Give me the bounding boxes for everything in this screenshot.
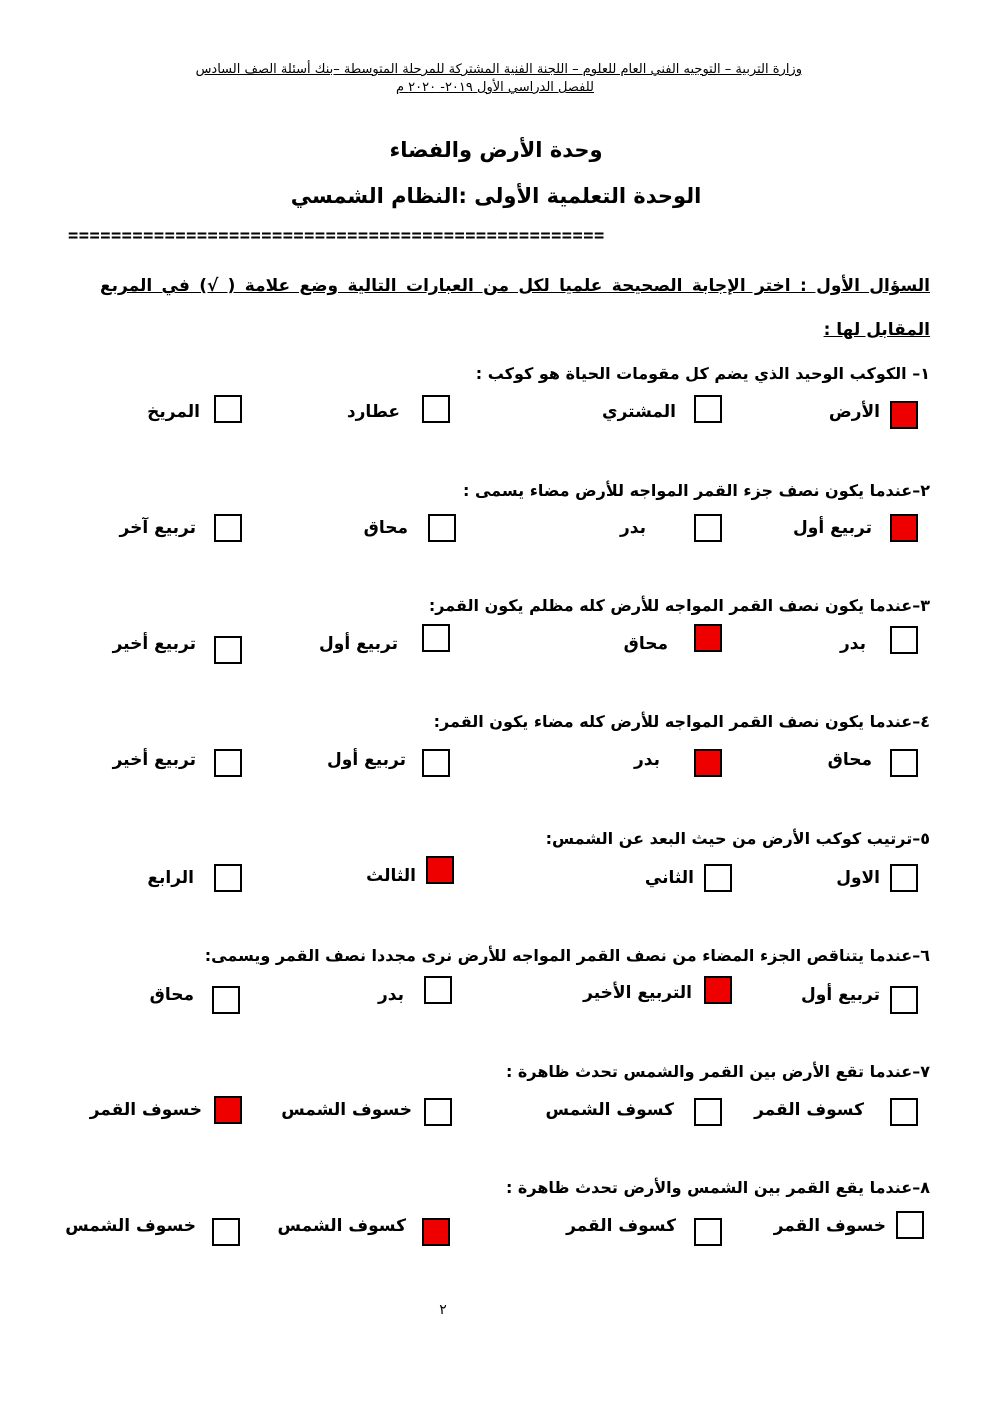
answer-checkbox[interactable] [694,1098,722,1126]
option-label: بدر [620,518,646,538]
answer-checkbox[interactable] [214,749,242,777]
answer-checkbox[interactable] [214,1096,242,1124]
answer-checkbox[interactable] [694,395,722,423]
option-label: محاق [623,634,668,654]
instruction-line-1: السؤال الأول : اختر الإجابة الصحيحة علميا لكل من العبارات التالية وضع علامة ( √) في المربع [100,276,930,296]
option-label: المشتري [601,402,676,422]
option-label: الأرض [828,402,880,422]
answer-checkbox[interactable] [890,401,918,429]
answer-checkbox[interactable] [212,986,240,1014]
answer-checkbox[interactable] [890,986,918,1014]
option-label: بدر [634,750,660,770]
option-label: التربيع الأخير [583,983,692,1003]
answer-checkbox[interactable] [896,1211,924,1239]
option-label: محاق [827,750,872,770]
answer-checkbox[interactable] [214,395,242,423]
page-subtitle: الوحدة التعلمية الأولى :النظام الشمسي [290,184,702,208]
answer-checkbox[interactable] [424,976,452,1004]
answer-checkbox[interactable] [214,636,242,664]
option-label: تربيع أول [793,518,872,538]
answer-checkbox[interactable] [422,1218,450,1246]
answer-checkbox[interactable] [890,864,918,892]
answer-checkbox[interactable] [694,624,722,652]
answer-checkbox[interactable] [214,514,242,542]
answer-checkbox[interactable] [890,749,918,777]
separator: ================================================== [68,226,605,246]
question-text: ٥–ترتيب كوكب الأرض من حيث البعد عن الشمس: [545,829,930,848]
option-label: الرابع [147,868,194,888]
option-label: خسوف الشمس [65,1216,196,1236]
page-number: ٢ [439,1302,447,1318]
option-label: المريخ [147,402,200,422]
answer-checkbox[interactable] [212,1218,240,1246]
question-text: ٨–عندما يقع القمر بين الشمس والأرض تحدث ظاهرة : [505,1178,930,1197]
option-label: محاق [149,985,194,1005]
page-title: وحدة الأرض والفضاء [389,138,603,162]
answer-checkbox[interactable] [422,395,450,423]
question-text: ٣–عندما يكون نصف القمر المواجه للأرض كله مظلم يكون القمر: [428,596,930,615]
instruction-line-2: المقابل لها : [823,320,930,340]
answer-checkbox[interactable] [428,514,456,542]
question-text: ٤–عندما يكون نصف القمر المواجه للأرض كله مضاء يكون القمر: [433,712,930,731]
option-label: كسوف الشمس [545,1100,674,1120]
answer-checkbox[interactable] [694,514,722,542]
question-text: ١– الكوكب الوحيد الذي يضم كل مقومات الحياة هو كوكب : [475,364,930,383]
answer-checkbox[interactable] [890,1098,918,1126]
option-label: الثالث [366,866,416,886]
answer-checkbox[interactable] [704,976,732,1004]
option-label: تربيع آخر [119,518,196,538]
question-text: ٦–عندما يتناقص الجزء المضاء من نصف القمر المواجه للأرض نرى مجددا نصف القمر ويسمى: [204,946,930,965]
option-label: الثاني [644,868,694,888]
answer-checkbox[interactable] [214,864,242,892]
answer-checkbox[interactable] [422,749,450,777]
option-label: تربيع أول [801,985,880,1005]
option-label: عطارد [346,402,400,422]
question-text: ٢–عندما يكون نصف جزء القمر المواجه للأرض مضاء يسمى : [462,481,930,500]
option-label: خسوف الشمس [281,1100,412,1120]
option-label: محاق [363,518,408,538]
option-label: خسوف القمر [89,1100,202,1120]
answer-checkbox[interactable] [694,749,722,777]
option-label: بدر [378,985,404,1005]
header-line-2: للفصل الدراسي الأول ٢٠١٩- ٢٠٢٠ م [395,80,594,95]
option-label: كسوف القمر [566,1216,676,1236]
answer-checkbox[interactable] [422,624,450,652]
option-label: تربيع أول [327,750,406,770]
answer-checkbox[interactable] [890,626,918,654]
header-line-1: وزارة التربية – التوجيه الفني العام للعلوم – اللجنة الفنية المشتركة للمرحلة المتوسطة –بنك أسئلة الصف السادس [195,62,802,77]
answer-checkbox[interactable] [424,1098,452,1126]
option-label: تربيع أخير [112,750,196,770]
option-label: كسوف القمر [754,1100,864,1120]
option-label: بدر [840,634,866,654]
option-label: تربيع أول [319,634,398,654]
option-label: كسوف الشمس [277,1216,406,1236]
option-label: خسوف القمر [773,1216,886,1236]
option-label: الاول [836,868,880,888]
option-label: تربيع أخير [112,634,196,654]
answer-checkbox[interactable] [694,1218,722,1246]
answer-checkbox[interactable] [890,514,918,542]
answer-checkbox[interactable] [704,864,732,892]
answer-checkbox[interactable] [426,856,454,884]
question-text: ٧–عندما تقع الأرض بين القمر والشمس تحدث ظاهرة : [505,1062,930,1081]
